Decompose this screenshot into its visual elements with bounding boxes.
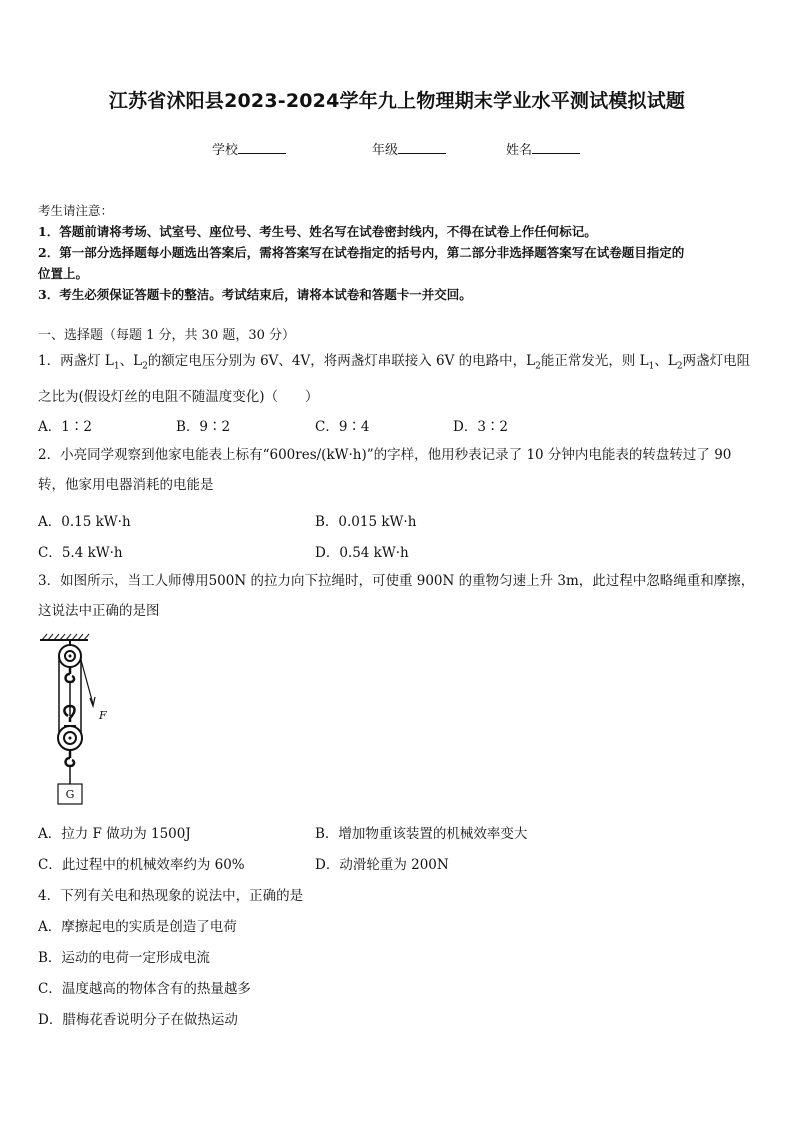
option-d[interactable]: D．0.54 kW·h — [315, 545, 409, 561]
grade-blank — [398, 140, 446, 154]
notice-item: 位置上。 — [38, 266, 89, 281]
notice-heading: 考生请注意： — [38, 203, 114, 218]
option-c[interactable]: C．温度越高的物体含有的热量越多 — [38, 981, 251, 997]
question-3-line1: 3．如图所示，当工人师傅用500N 的拉力向下拉绳时，可使重 900N 的重物匀速上升 3m，此过程中忽略绳重和摩擦， — [38, 573, 755, 589]
question-2-line1: 2．小亮同学观察到他家电能表上标有“600res/(kW·h)”的字样，他用秒表记录了 10 分钟内电能表的转盘转过了 90 — [38, 447, 732, 463]
question-2 — [38, 440, 758, 500]
section-heading: 一、选择题（每题 1 分，共 30 题，30 分） — [38, 328, 296, 343]
question-4-stem: 4．下列有关电和热现象的说法中，正确的是 — [38, 888, 304, 904]
option-a[interactable]: A．1∶2 — [38, 419, 92, 435]
question-3 — [38, 566, 758, 626]
question-3-line2: 这说法中正确的是图 — [38, 603, 160, 619]
page-title: 江苏省沭阳县2023-2024学年九上物理期末学业水平测试模拟试题 — [108, 90, 686, 112]
school-blank — [238, 140, 286, 154]
pulley-diagram — [38, 632, 118, 808]
question-2-line2: 转，他家用电器消耗的电能是 — [38, 477, 214, 493]
name-field — [506, 139, 580, 158]
grade-label: 年级 — [372, 143, 399, 158]
question-1-line1: 1．两盏灯 $L_1$、$L_2$的额定电压分别为 6V、4V，将两盏灯串联接入 6V 的电路中，$L_2$能正常发光，则 $L_1$、$L_2$两盏灯电阻 — [38, 353, 751, 372]
question-1 — [38, 346, 758, 412]
notice-item: 1．答题前请将考场、试室号、座位号、考生号、姓名写在试卷密封线内，不得在试卷上作任何标记。 — [38, 224, 597, 239]
option-c[interactable]: C．5.4 kW·h — [38, 545, 123, 561]
option-b[interactable]: B．运动的电荷一定形成电流 — [38, 950, 210, 966]
notice-block — [38, 200, 758, 305]
option-b[interactable]: B．9∶2 — [176, 419, 231, 435]
name-label: 姓名 — [506, 143, 533, 158]
option-d[interactable]: D．动滑轮重为 200N — [315, 857, 449, 873]
notice-item: 3．考生必须保证答题卡的整洁。考试结束后，请将本试卷和答题卡一并交回。 — [38, 287, 472, 302]
option-d[interactable]: D．3∶2 — [453, 419, 509, 435]
name-blank — [532, 140, 580, 154]
option-a[interactable]: A．拉力 F 做功为 1500J — [38, 826, 191, 842]
option-c[interactable]: C．此过程中的机械效率约为 60% — [38, 857, 245, 873]
school-label: 学校 — [212, 143, 239, 158]
option-b[interactable]: B．增加物重该装置的机械效率变大 — [315, 826, 528, 842]
force-label: F — [99, 709, 107, 722]
option-c[interactable]: C．9∶4 — [315, 419, 370, 435]
grade-field — [372, 139, 446, 158]
option-b[interactable]: B．0.015 kW·h — [315, 514, 417, 530]
notice-item: 2．第一部分选择题每小题选出答案后，需将答案写在试卷指定的括号内，第二部分非选择题答案写在试卷题目指定的 — [38, 245, 685, 260]
option-a[interactable]: A．0.15 kW·h — [38, 514, 131, 530]
weight-label: G — [65, 788, 75, 801]
option-a[interactable]: A．摩擦起电的实质是创造了电荷 — [38, 919, 237, 935]
option-d[interactable]: D．腊梅花香说明分子在做热运动 — [38, 1012, 238, 1028]
school-field — [212, 139, 286, 158]
question-1-line2: 之比为(假设灯丝的电阻不随温度变化)（ ） — [38, 388, 319, 405]
